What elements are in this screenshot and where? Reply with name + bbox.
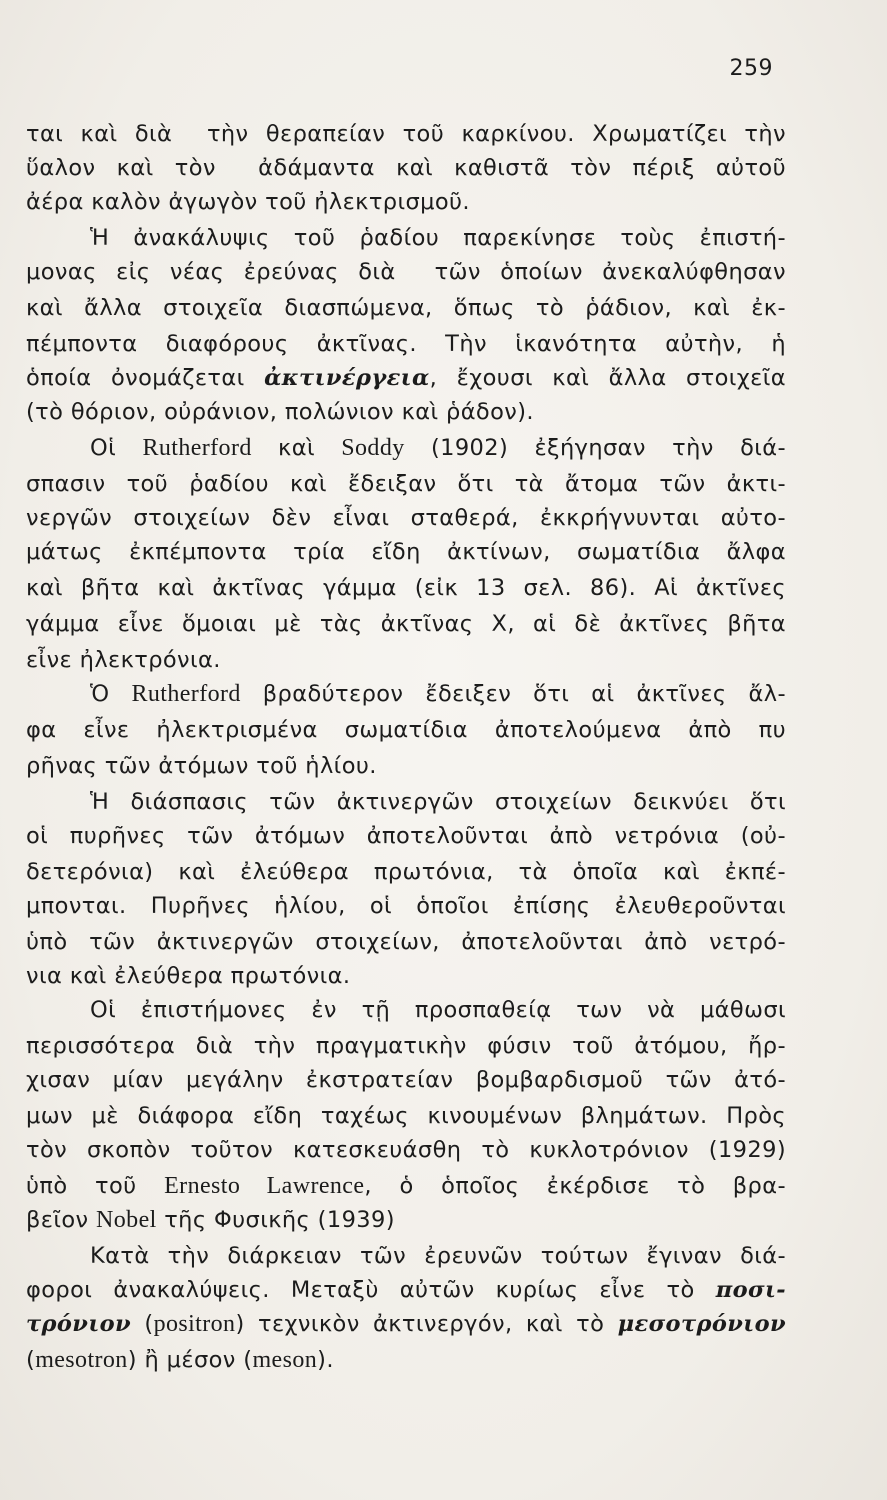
text-line: Ἡ ἀνακάλυψις τοῦ ῥαδίου παρεκίνησε τοὺς ἐπιστή- (90, 225, 786, 251)
text-line: Οἱ Rutherford καὶ Soddy (1902) ἐξήγησαν τὴν διά- (90, 435, 786, 461)
text-line: τρόνιον (positron) τεχνικὸν ἀκτινεργόν, καὶ τὸ μεσοτρόνιον (26, 1311, 786, 1337)
text-line: ὕαλον καὶ τὸν ἀδάμαντα καὶ καθιστᾶ τὸν πέριξ αὐτοῦ (26, 155, 786, 181)
text-line: τὸν σκοπὸν τοῦτον κατεσκευάσθη τὸ κυκλοτρόνιον (1929) (26, 1137, 786, 1163)
text-line: (τὸ θόριον, οὐράνιον, πολώνιον καὶ ῥάδον). (26, 399, 534, 425)
text-line: μπονται. Πυρῆνες ἡλίου, οἱ ὁποῖοι ἐπίσης ἐλευθεροῦνται (26, 893, 786, 919)
page-number: 259 (729, 56, 773, 81)
text-line: καὶ ἄλλα στοιχεῖα διασπώμενα, ὅπως τὸ ῥάδιον, καὶ ἐκ- (26, 295, 786, 321)
text-line: νια καὶ ἐλεύθερα πρωτόνια. (26, 963, 351, 989)
text-line: φοροι ἀνακαλύψεις. Μεταξὺ αὐτῶν κυρίως εἶνε τὸ ποσι- (26, 1277, 786, 1303)
text-line: Ἡ διάσπασις τῶν ἀκτινεργῶν στοιχείων δεικνύει ὅτι (90, 789, 786, 815)
text-line: ρῆνας τῶν ἀτόμων τοῦ ἡλίου. (26, 753, 377, 779)
text-line: βεῖον Nobel τῆς Φυσικῆς (1939) (26, 1207, 395, 1233)
text-line: μων μὲ διάφορα εἴδη ταχέως κινουμένων βλημάτων. Πρὸς (26, 1103, 786, 1129)
text-line: καὶ βῆτα καὶ ἀκτῖνας γάμμα (εἰκ 13 σελ. 86). Αἱ ἀκτῖνες (26, 575, 786, 601)
italic-term: μεσοτρόνιον (617, 1311, 786, 1337)
latin-name: Ernesto Lawrence (164, 1173, 365, 1199)
latin-name: mesotron (35, 1347, 128, 1373)
text-line: περισσότερα διὰ τὴν πραγματικὴν φύσιν τοῦ ἀτόμου, ἤρ- (26, 1033, 786, 1059)
text-line: ἀέρα καλὸν ἀγωγὸν τοῦ ἠλεκτρισμοῦ. (26, 189, 470, 215)
latin-name: Rutherford (131, 681, 241, 707)
text-line: γάμμα εἶνε ὅμοιαι μὲ τὰς ἀκτῖνας Χ, αἱ δὲ ἀκτῖνες βῆτα (26, 611, 786, 637)
italic-term: τρόνιον (26, 1311, 132, 1337)
italic-term: ποσι- (715, 1277, 786, 1303)
text-line: νεργῶν στοιχείων δὲν εἶναι σταθερά, ἐκκρήγνυνται αὐτο- (26, 505, 786, 531)
text-line: Οἱ ἐπιστήμονες ἐν τῇ προσπαθείᾳ των νὰ μάθωσι (90, 997, 786, 1023)
text-line: χισαν μίαν μεγάλην ἐκστρατείαν βομβαρδισμοῦ τῶν ἀτό- (26, 1067, 786, 1093)
text-line: σπασιν τοῦ ῥαδίου καὶ ἔδειξαν ὅτι τὰ ἄτομα τῶν ἀκτι- (26, 471, 786, 497)
latin-name: Rutherford (142, 435, 252, 461)
text-line: ὑπὸ τῶν ἀκτινεργῶν στοιχείων, ἀποτελοῦνται ἀπὸ νετρό- (26, 929, 786, 955)
italic-term: ἀκτινέργεια (264, 365, 430, 391)
text-line: μάτως ἐκπέμποντα τρία εἴδη ἀκτίνων, σωματίδια ἄλφα (26, 539, 786, 565)
text-line: εἶνε ἠλεκτρόνια. (26, 647, 221, 673)
text-line: οἱ πυρῆνες τῶν ἀτόμων ἀποτελοῦνται ἀπὸ νετρόνια (οὐ- (26, 823, 786, 849)
latin-name: positron (153, 1311, 236, 1337)
text-line: Ὁ Rutherford βραδύτερον ἔδειξεν ὅτι αἱ ἀκτῖνες ἄλ- (90, 681, 786, 707)
text-line: μονας εἰς νέας ἐρεύνας διὰ τῶν ὁποίων ἀνεκαλύφθησαν (26, 259, 786, 285)
text-line: φα εἶνε ἠλεκτρισμένα σωματίδια ἀποτελούμενα ἀπὸ πυ (26, 717, 786, 743)
text-line: ὁποία ὀνομάζεται ἀκτινέργεια, ἔχουσι καὶ ἄλλα στοιχεῖα (26, 365, 786, 391)
latin-name: Nobel (96, 1207, 157, 1233)
text-line: πέμποντα διαφόρους ἀκτῖνας. Τὴν ἱκανότητα αὐτὴν, ἡ (26, 331, 786, 357)
text-line: (mesotron) ἢ μέσον (meson). (26, 1347, 334, 1373)
latin-name: meson (252, 1347, 318, 1373)
latin-name: Soddy (341, 435, 405, 461)
text-line: ὑπὸ τοῦ Ernesto Lawrence, ὁ ὁποῖος ἐκέρδισε τὸ βρα- (26, 1173, 786, 1199)
text-line: δετερόνια) καὶ ἐλεύθερα πρωτόνια, τὰ ὁποῖα καὶ ἐκπέ- (26, 859, 786, 885)
text-line: Κατὰ τὴν διάρκειαν τῶν ἐρευνῶν τούτων ἔγιναν διά- (90, 1243, 786, 1269)
text-line: ται καὶ διὰ τὴν θεραπείαν τοῦ καρκίνου. Χρωματίζει τὴν (26, 121, 786, 147)
